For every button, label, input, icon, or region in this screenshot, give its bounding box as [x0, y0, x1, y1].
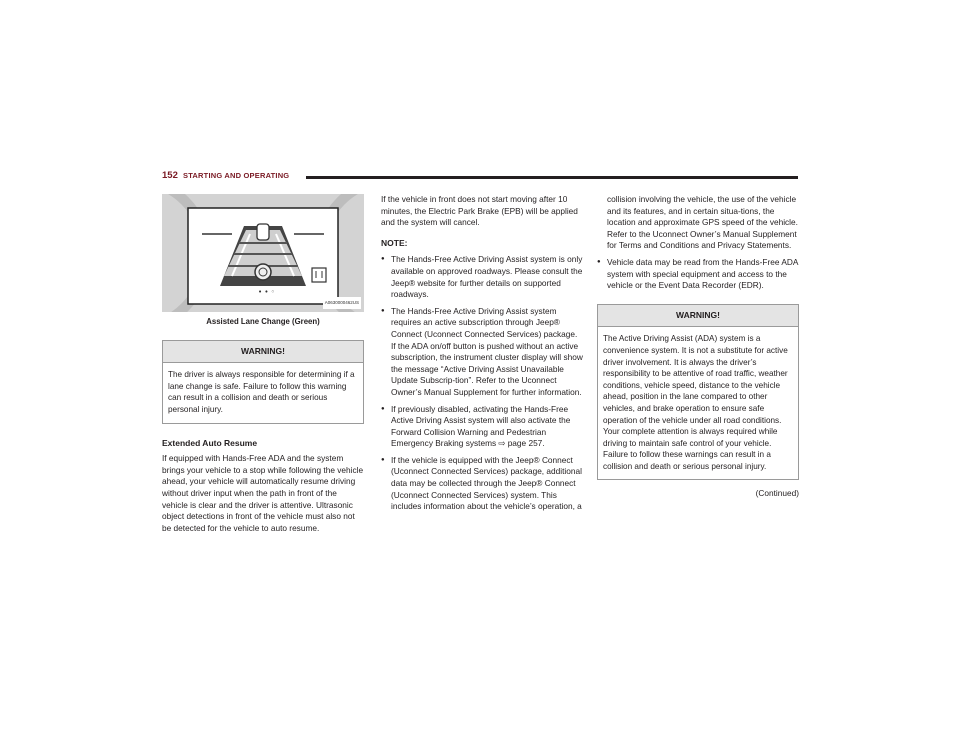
page-header — [162, 170, 798, 184]
list-item: ● Vehicle data may be read from the Hands-Free ADA system with special equipment and access to the vehicle or the Event Data Recorder (EDR). — [597, 257, 799, 292]
list-item: ● The Hands-Free Active Driving Assist system is only available on approved roadways. Please consult the Jeep® website for further details on supported roadways. — [381, 254, 583, 300]
column-3 — [597, 194, 799, 500]
note-bullet-list — [381, 254, 583, 512]
warning-box-ada — [597, 304, 799, 481]
list-item-continuation: collision involving the vehicle, the use of the vehicle and its features, and in certain situa-tions, the location and approximate GPS speed of the vehicle. Refer to the Uconnect Owner’s Manual Supplement for Terms and Conditions and Privacy Statements. — [607, 194, 798, 251]
column-1 — [162, 194, 364, 534]
note-label: NOTE: — [381, 237, 408, 248]
page-number: 152 — [162, 170, 178, 181]
list-item: ● The Hands-Free Active Driving Assist system requires an active subscription through Jeep® Connect (Uconnect Connected Services) package. If the ADA on/off button is pushed without an active subscription, the instrument cluster display will show the message “Active Driving Assist Unavailable Update Subscrip-tion”. Refer to the Uconnect Owner’s Manual Supplement for further information. — [381, 306, 583, 399]
figure-image-code: A0630000462US — [323, 297, 361, 309]
continued-bullet-list — [597, 194, 799, 292]
column-2 — [381, 194, 583, 513]
warning-title: WARNING! — [598, 305, 798, 328]
cluster-display-illustration — [162, 194, 364, 312]
figure-caption: Assisted Lane Change (Green) — [206, 317, 320, 326]
warning-body: The driver is always responsible for determining if a lane change is safe. Failure to follow this warning can result in a collision and death or serious personal injury. — [168, 370, 355, 414]
header-rule — [306, 176, 798, 179]
epb-paragraph: If the vehicle in front does not start moving after 10 minutes, the Electric Park Brake (EPB) will be applied and the system will cancel. — [381, 194, 578, 228]
extended-auto-resume-heading: Extended Auto Resume — [162, 437, 258, 448]
warning-box-lane-change — [162, 340, 364, 424]
cluster-display-figure — [162, 194, 364, 312]
list-item: ● If previously disabled, activating the Hands-Free Active Driving Assist system will also activate the Forward Collision Warning and Pedestrian Emergency Braking systems ⇨ page 257. — [381, 404, 583, 450]
section-title: STARTING AND OPERATING — [183, 171, 290, 180]
warning-title: WARNING! — [163, 341, 363, 364]
indicator-dots: • • ◦ — [258, 288, 275, 296]
extended-auto-resume-body: If equipped with Hands-Free ADA and the system brings your vehicle to a stop while following the vehicle ahead, your vehicle will automatically resume driving without driver input when the path in front of the vehicle is clear and the driver is attentive. Ultrasonic object detections in front of the vehicle must also not be detected for the vehicle to auto resume. — [162, 453, 364, 533]
warning-body: The Active Driving Assist (ADA) system is a convenience system. It is not a substitute for active driver involvement. It is always the driver’s responsibility to be attentive of road traffic, weather conditions, vehicle speed, distance to the vehicle ahead, position in the lane compared to other vehicles, and brake operation to ensure safe operation of the vehicle under all road conditions. Your complete attention is always required while driving to maintain safe control of your vehicle. Failure to follow these warnings can result in a collision and death or serious personal injury. — [603, 334, 788, 471]
continued-label: (Continued) — [755, 488, 799, 499]
list-item: ● If the vehicle is equipped with the Jeep® Connect (Uconnect Connected Services) package, additional data may be collected through the Jeep® Connect (Uconnect Connected Services) system. This includes information about the vehicle’s operation, a — [381, 455, 583, 513]
